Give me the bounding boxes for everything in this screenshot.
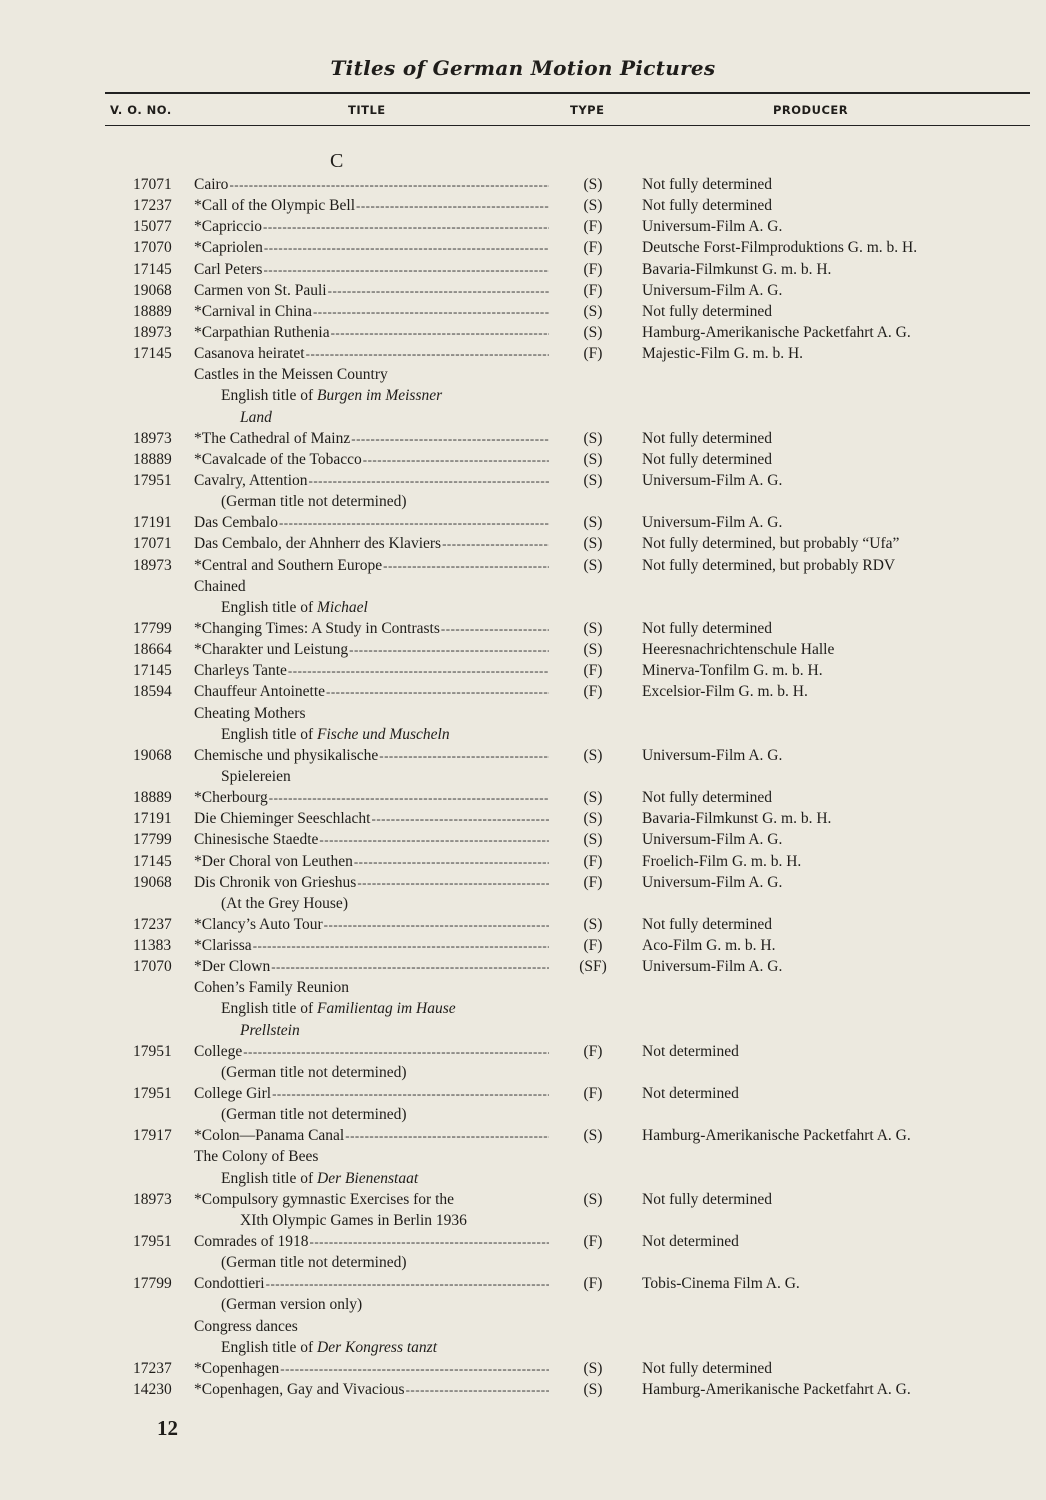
entry-vo-number: 17145 [133,345,172,363]
entry-line [0,597,1046,618]
entry-vo-number: 17237 [133,197,172,215]
column-header-title: TITLE [348,103,386,117]
list-item [0,681,1046,702]
entry-line [0,174,1046,195]
entry-vo-number: 18973 [133,429,172,447]
english-title-reference [221,998,561,1019]
entry-vo-number: 17145 [133,852,172,870]
entry-note: (German version only) [221,1296,363,1314]
entry-type: (S) [583,197,603,215]
entry-vo-number: 14230 [133,1381,172,1399]
entry-vo-number: 18664 [133,641,172,659]
list-item [0,1041,1046,1083]
entry-line [0,280,1046,301]
entry-type: (S) [583,1127,603,1145]
entry-note: (German title not determined) [221,493,407,511]
entry-line [0,259,1046,280]
entry-type: (S) [583,619,603,637]
list-item [0,449,1046,470]
list-item [0,1316,1046,1358]
entry-type: (S) [583,915,603,933]
entry-title: Chemische und physikalische ----- [194,745,549,766]
entry-line [0,512,1046,533]
entry-line [0,1062,1046,1083]
entry-type: (S) [583,450,603,468]
list-item [0,216,1046,237]
entry-producer: Not fully determined [642,1190,772,1208]
english-title-prefix: English title of [221,598,318,616]
list-item [0,428,1046,449]
list-item [0,745,1046,787]
entry-vo-number: 19068 [133,873,172,891]
list-item [0,576,1046,618]
entry-type: (S) [583,641,603,659]
entry-title: Das Cembalo ----- [194,512,549,533]
entry-line [0,829,1046,850]
entry-type: (S) [583,302,603,320]
entry-vo-number: 17951 [133,1085,172,1103]
entry-type: (F) [583,1275,603,1293]
list-item [0,1273,1046,1315]
entry-line [0,343,1046,364]
entry-title: *The Cathedral of Mainz ----- [194,428,549,449]
german-title-reference: Der Bienenstaat [317,1169,419,1187]
entry-line [0,618,1046,639]
entry-title: *Colon—Panama Canal ----- [194,1125,549,1146]
entry-note: (German title not determined) [221,1106,407,1124]
entry-producer: Froelich-Film G. m. b. H. [642,852,802,870]
english-title-reference [221,597,561,618]
entry-title: Castles in the Meissen Country [194,366,388,384]
entry-type: (S) [583,176,603,193]
list-item [0,872,1046,914]
entry-producer: Not fully determined [642,915,772,933]
list-item [0,533,1046,554]
entry-line [0,533,1046,554]
german-title-reference: Fische und Muscheln [317,725,450,743]
list-item [0,1146,1046,1188]
list-item [0,301,1046,322]
entry-title: Comrades of 1918 ----- [194,1231,549,1252]
german-title-reference: Der Kongress tanzt [317,1338,438,1356]
entry-line [0,491,1046,512]
entry-producer: Heeresnachrichtenschule Halle [642,641,835,659]
entry-type: (F) [583,937,603,955]
entry-producer: Universum-Film A. G. [642,746,783,764]
section-letter: C [330,150,344,172]
entry-type: (F) [583,281,603,299]
entry-vo-number: 18594 [133,683,172,701]
entry-title: *Call of the Olympic Bell ----- [194,195,549,216]
entry-type: (F) [583,873,603,891]
entry-line [0,385,1046,406]
entry-line [0,766,1046,787]
entry-producer: Not fully determined, but probably “Ufa” [642,535,900,553]
entry-title: *Der Clown ----- [194,956,549,977]
entry-title: *Clancy’s Auto Tour ----- [194,914,549,935]
entry-type: (S) [583,810,603,828]
entry-title: Cohen’s Family Reunion [194,979,349,997]
entry-line [0,998,1046,1019]
entry-line [0,851,1046,872]
entry-title: College Girl ----- [194,1083,549,1104]
entry-producer: Not fully determined [642,450,772,468]
entry-note: (German title not determined) [221,1063,407,1081]
entry-title: Congress dances [194,1317,298,1335]
entry-producer: Not fully determined [642,789,772,807]
entry-vo-number: 17145 [133,260,172,278]
entry-vo-number: 15077 [133,218,172,236]
entry-note: (At the Grey House) [221,894,348,912]
entry-title: Carmen von St. Pauli ----- [194,280,549,301]
entry-title: Charleys Tante ----- [194,660,549,681]
entry-producer: Hamburg-Amerikanische Packetfahrt A. G. [642,323,911,341]
list-item [0,1125,1046,1146]
list-item [0,555,1046,576]
list-item [0,259,1046,280]
entry-producer: Hamburg-Amerikanische Packetfahrt A. G. [642,1127,911,1145]
entry-title: *Cavalcade of the Tobacco ----- [194,449,549,470]
entry-vo-number: 17237 [133,915,172,933]
list-item [0,512,1046,533]
page-title: Titles of German Motion Pictures [330,56,716,80]
entry-line [0,1041,1046,1062]
entry-producer: Not fully determined [642,176,772,193]
entry-line [0,745,1046,766]
german-title-reference: Familientag im Hause [317,1000,456,1018]
entry-type: (S) [583,471,603,489]
entry-vo-number: 17071 [133,176,172,193]
list-item [0,1231,1046,1273]
list-item [0,1083,1046,1125]
list-item [0,977,1046,1040]
entry-title: Cavalry, Attention ----- [194,470,549,491]
entry-line [0,1146,1046,1167]
entry-line [0,237,1046,258]
header-rule-bottom [105,125,1030,126]
entry-type: (F) [583,1085,603,1103]
list-item [0,174,1046,195]
entry-type: (F) [583,1042,603,1060]
entry-line [0,660,1046,681]
entry-line [0,428,1046,449]
entry-vo-number: 17951 [133,1042,172,1060]
entry-line [0,724,1046,745]
entry-line [0,808,1046,829]
entry-title: *Capriccio ----- [194,216,549,237]
entry-line [0,1316,1046,1337]
entry-producer: Bavaria-Filmkunst G. m. b. H. [642,260,832,278]
list-item [0,639,1046,660]
entry-line [0,1252,1046,1273]
entry-type: (F) [583,345,603,363]
entry-title-continued: Spielereien [221,767,291,785]
entry-producer: Tobis-Cinema Film A. G. [642,1275,800,1293]
entry-title: *Charakter und Leistung ----- [194,639,549,660]
list-item [0,280,1046,301]
entry-title: Das Cembalo, der Ahnherr des Klaviers ----- [194,533,549,554]
entry-title-continued: XIth Olympic Games in Berlin 1936 [240,1211,467,1229]
entry-vo-number: 17070 [133,239,172,257]
entry-line [0,1168,1046,1189]
german-title-reference-continued: Land [240,408,272,426]
entry-title: *Carpathian Ruthenia ----- [194,322,549,343]
entry-producer: Not determined [642,1233,739,1251]
german-title-reference: Burgen im Meissner [317,387,443,405]
list-item [0,914,1046,935]
entry-vo-number: 18889 [133,450,172,468]
entry-producer: Universum-Film A. G. [642,873,783,891]
entry-vo-number: 17191 [133,514,172,532]
entry-producer: Universum-Film A. G. [642,281,783,299]
entry-vo-number: 17951 [133,1233,172,1251]
german-title-reference-continued: Prellstein [240,1021,300,1039]
entry-line [0,407,1046,428]
entry-producer: Not fully determined [642,429,772,447]
entry-line [0,1337,1046,1358]
entry-type: (F) [583,852,603,870]
entry-title: Dis Chronik von Grieshus ----- [194,872,549,893]
entry-line [0,681,1046,702]
entry-title: *Changing Times: A Study in Contrasts ----- [194,618,549,639]
list-item [0,1379,1046,1400]
german-title-reference: Michael [317,598,368,616]
entry-line [0,872,1046,893]
entry-vo-number: 17799 [133,619,172,637]
entry-line [0,1210,1046,1231]
entry-line [0,1189,1046,1210]
entry-vo-number: 17191 [133,810,172,828]
entry-line [0,470,1046,491]
entry-vo-number: 17070 [133,958,172,976]
entry-type: (F) [583,218,603,236]
entry-producer: Not fully determined [642,619,772,637]
entry-note: (German title not determined) [221,1254,407,1272]
english-title-prefix: English title of [221,1338,318,1356]
entry-line [0,301,1046,322]
entry-producer: Not determined [642,1085,739,1103]
english-title-reference [221,385,561,406]
column-header-producer: PRODUCER [773,103,849,117]
entry-producer: Universum-Film A. G. [642,831,783,849]
entry-line [0,195,1046,216]
entry-type: (S) [583,535,603,553]
entry-type: (F) [583,260,603,278]
entry-type: (S) [583,1190,603,1208]
entry-vo-number: 18889 [133,789,172,807]
entry-title: Chauffeur Antoinette ----- [194,681,549,702]
list-item [0,956,1046,977]
list-item [0,195,1046,216]
entry-line [0,1104,1046,1125]
entry-type: (S) [583,789,603,807]
entry-type: (F) [583,1233,603,1251]
entry-vo-number: 17145 [133,662,172,680]
entry-type: (S) [583,1359,603,1377]
entry-line [0,322,1046,343]
entry-line [0,787,1046,808]
column-header-vo-no: V. O. NO. [110,103,172,117]
entry-vo-number: 18973 [133,1190,172,1208]
entry-type: (S) [583,1381,603,1399]
list-item [0,322,1046,343]
entry-vo-number: 18973 [133,556,172,574]
entry-title: Casanova heiratet ----- [194,343,549,364]
english-title-reference [221,1337,561,1358]
entry-producer: Not determined [642,1042,739,1060]
entry-producer: Hamburg-Amerikanische Packetfahrt A. G. [642,1381,911,1399]
entry-title: Carl Peters ----- [194,259,549,280]
entry-type: (S) [583,831,603,849]
entry-producer: Majestic-Film G. m. b. H. [642,345,804,363]
entry-title: *Copenhagen, Gay and Vivacious ----- [194,1379,549,1400]
entry-line [0,956,1046,977]
entry-title: *Central and Southern Europe ----- [194,555,549,576]
english-title-prefix: English title of [221,1169,318,1187]
entry-title: *Copenhagen ----- [194,1358,549,1379]
header-rule-top [105,92,1030,94]
entry-type: (S) [583,746,603,764]
entry-line [0,639,1046,660]
entry-line [0,1020,1046,1041]
english-title-prefix: English title of [221,1000,318,1018]
entry-vo-number: 19068 [133,746,172,764]
list-item [0,618,1046,639]
entry-vo-number: 18889 [133,302,172,320]
entry-title: *Compulsory gymnastic Exercises for the [194,1190,455,1208]
entry-type: (F) [583,683,603,701]
entry-title: *Cherbourg ----- [194,787,549,808]
list-item [0,1358,1046,1379]
list-item [0,829,1046,850]
entry-line [0,1125,1046,1146]
entry-line [0,1273,1046,1294]
entry-line [0,449,1046,470]
entry-line [0,555,1046,576]
entry-title: *Clarissa ----- [194,935,549,956]
english-title-reference [221,1168,561,1189]
entry-producer: Not fully determined, but probably RDV [642,556,896,574]
entry-line [0,703,1046,724]
page-number: 12 [157,1416,178,1440]
entry-producer: Deutsche Forst-Filmproduktions G. m. b. H. [642,239,918,257]
entry-producer: Not fully determined [642,1359,772,1377]
entry-type: (S) [583,556,603,574]
entry-type: (F) [583,239,603,257]
list-item [0,1189,1046,1231]
entry-type: (F) [583,662,603,680]
entry-title: Condottieri ----- [194,1273,549,1294]
entry-producer: Bavaria-Filmkunst G. m. b. H. [642,810,832,828]
list-item [0,703,1046,745]
entry-producer: Universum-Film A. G. [642,471,783,489]
entry-line [0,1231,1046,1252]
entry-title: The Colony of Bees [194,1148,319,1166]
entry-vo-number: 17799 [133,1275,172,1293]
entry-line [0,1083,1046,1104]
list-item [0,343,1046,364]
entry-title: Chained [194,577,246,595]
entry-producer: Not fully determined [642,302,772,320]
entry-type: (SF) [579,958,607,976]
entry-vo-number: 17951 [133,471,172,489]
english-title-prefix: English title of [221,725,318,743]
entry-line [0,1358,1046,1379]
entry-producer: Universum-Film A. G. [642,958,783,976]
entry-title: *Der Choral von Leuthen ----- [194,851,549,872]
entry-vo-number: 18973 [133,323,172,341]
entry-type: (S) [583,514,603,532]
entry-line [0,935,1046,956]
entry-vo-number: 17237 [133,1359,172,1377]
english-title-reference [221,724,561,745]
entry-vo-number: 17799 [133,831,172,849]
entry-line [0,576,1046,597]
entry-producer: Universum-Film A. G. [642,514,783,532]
entry-type: (S) [583,429,603,447]
entry-line [0,977,1046,998]
entry-title: Die Chieminger Seeschlacht ----- [194,808,549,829]
list-item [0,237,1046,258]
entry-line [0,364,1046,385]
entry-title: College ----- [194,1041,549,1062]
list-item [0,808,1046,829]
english-title-prefix: English title of [221,387,318,405]
entry-producer: Excelsior-Film G. m. b. H. [642,683,808,701]
entry-title: *Carnival in China ----- [194,301,549,322]
list-item [0,935,1046,956]
entry-title: Chinesische Staedte ----- [194,829,549,850]
list-item [0,364,1046,427]
entry-producer: Not fully determined [642,197,772,215]
entry-line [0,216,1046,237]
list-item [0,787,1046,808]
list-item [0,851,1046,872]
entry-title: *Capriolen ----- [194,237,549,258]
entry-line [0,1294,1046,1315]
entry-line [0,893,1046,914]
column-header-type: TYPE [570,103,605,117]
entry-producer: Minerva-Tonfilm G. m. b. H. [642,662,823,680]
entry-list [0,174,1046,1400]
entry-vo-number: 17071 [133,535,172,553]
entry-title: Cairo ----- [194,174,549,195]
entry-type: (S) [583,323,603,341]
entry-vo-number: 17917 [133,1127,172,1145]
entry-title: Cheating Mothers [194,704,306,722]
entry-line [0,1379,1046,1400]
entry-vo-number: 11383 [133,937,172,955]
list-item [0,470,1046,512]
entry-producer: Universum-Film A. G. [642,218,783,236]
entry-line [0,914,1046,935]
entry-vo-number: 19068 [133,281,172,299]
list-item [0,660,1046,681]
entry-producer: Aco-Film G. m. b. H. [642,937,776,955]
